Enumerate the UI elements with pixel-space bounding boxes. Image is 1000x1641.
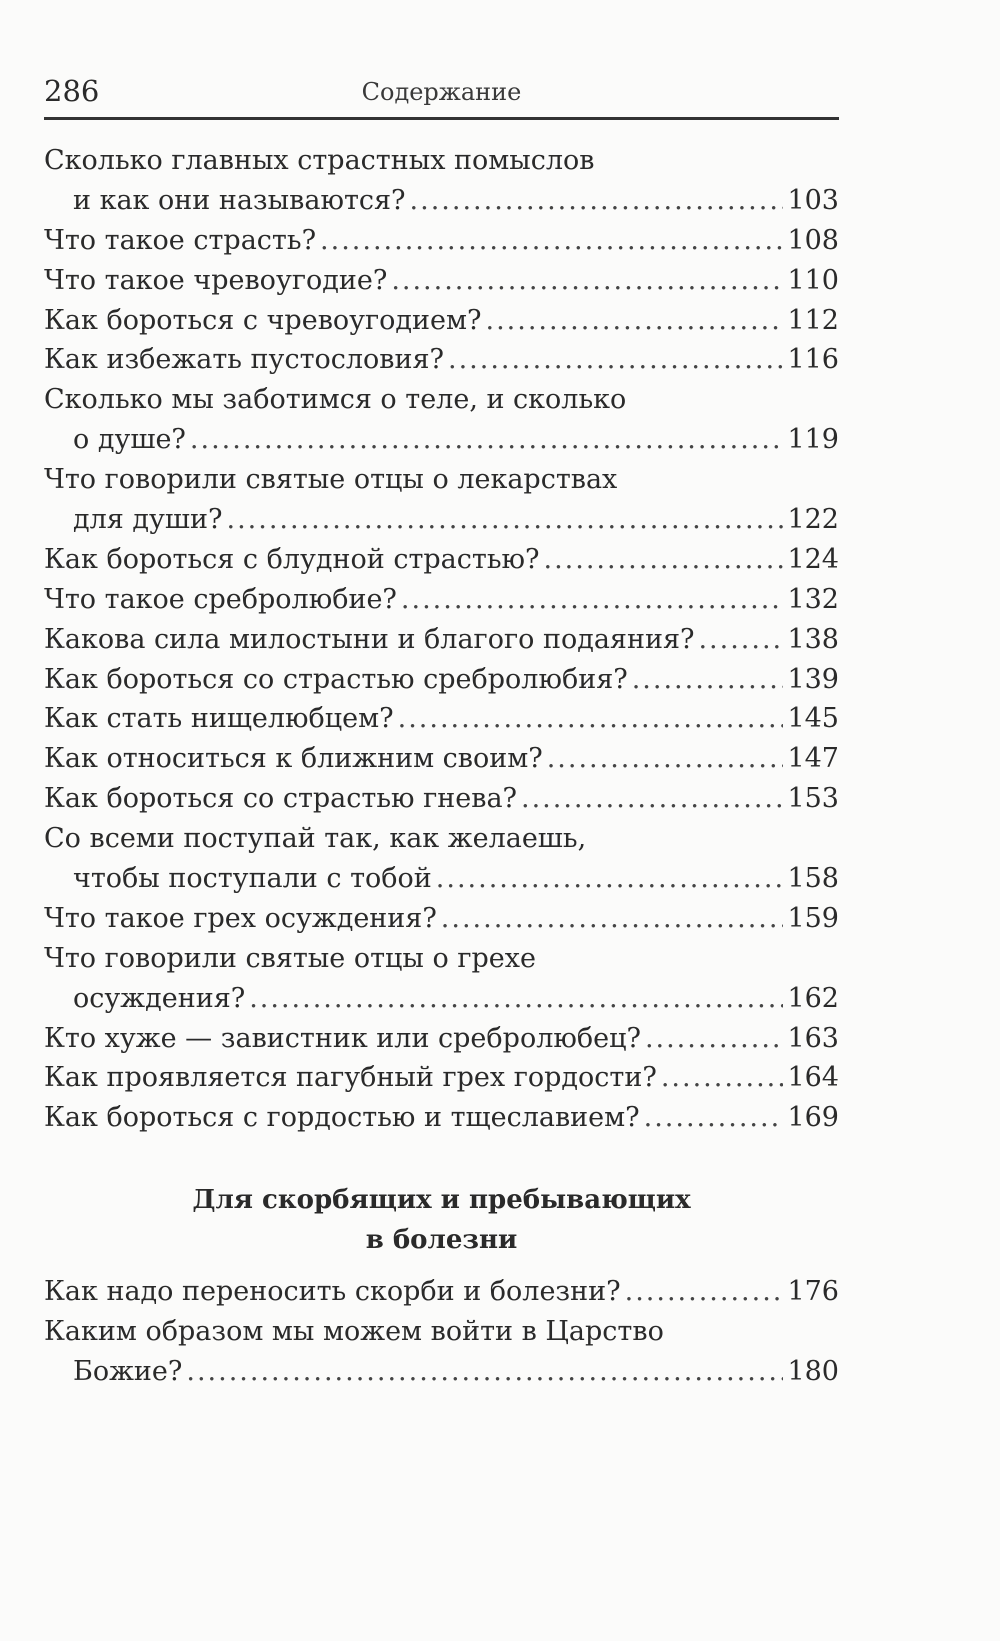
toc-entry-title: Что такое сребролюбие? (44, 583, 397, 615)
toc-entry-title: Как бороться с чревоугодием? (44, 304, 482, 336)
toc-page-number: 108 (787, 224, 839, 256)
toc-entry-line (44, 899, 839, 939)
toc-page-number: 169 (787, 1102, 839, 1134)
toc-entry-line (44, 340, 839, 380)
toc-entry-title: Как проявляется пагубный грех гордости? (44, 1062, 657, 1094)
toc-entry-line (44, 141, 839, 181)
dot-leader (391, 261, 783, 301)
toc-entry-line (44, 420, 839, 460)
toc-entry-title: Что говорили святые отцы о грехе (44, 942, 536, 974)
toc-entry-title: Как относиться к ближним своим? (44, 743, 543, 775)
toc-entry-line (44, 181, 839, 221)
page-number: 286 (44, 74, 100, 108)
toc-page-number: 139 (787, 663, 839, 695)
dot-leader (644, 1098, 784, 1138)
toc-entry-title: Что говорили святые отцы о лекарствах (44, 464, 618, 496)
toc-entry-line (44, 660, 839, 700)
toc-entry-line (44, 460, 839, 500)
toc-entry-title: чтобы поступали с тобой (73, 863, 432, 895)
toc-page-number: 180 (787, 1355, 839, 1387)
toc-entry-title: Как надо переносить скорби и болезни? (44, 1276, 621, 1307)
toc-page-number: 112 (787, 304, 839, 336)
dot-leader (547, 739, 784, 779)
toc-list (44, 1272, 839, 1392)
toc-entry-title: Со всеми поступай так, как желаешь, (44, 823, 587, 855)
toc-page-number: 103 (787, 184, 839, 216)
running-title: Содержание (361, 78, 522, 106)
dot-leader (544, 540, 784, 580)
toc-entry-title: Божие? (73, 1355, 183, 1387)
dot-leader (521, 779, 783, 819)
toc-entry-title: о душе? (73, 424, 186, 456)
toc-entry-line (44, 1098, 839, 1138)
dot-leader (249, 979, 783, 1019)
toc-entry-line (44, 380, 839, 420)
dot-leader (448, 340, 783, 380)
dot-leader (190, 420, 784, 460)
dot-leader (226, 500, 783, 540)
dot-leader (436, 859, 784, 899)
toc-page-number: 119 (787, 424, 839, 456)
toc-page-number: 163 (787, 1022, 839, 1054)
dot-leader (410, 181, 784, 221)
toc-page-number: 124 (787, 543, 839, 575)
toc-entry-line (44, 540, 839, 580)
toc-page-number: 164 (787, 1062, 839, 1094)
toc-entry-line (44, 739, 839, 779)
toc-entry-line (44, 699, 839, 739)
toc-entry-line (44, 1272, 839, 1312)
toc-entry-line (44, 1058, 839, 1098)
toc-entry-title: Что такое грех осуждения? (44, 902, 437, 934)
toc-entry-line (44, 1352, 839, 1392)
dot-leader (625, 1272, 784, 1312)
toc-entry-title: Как бороться со страстью гнева? (44, 783, 518, 815)
dot-leader (661, 1058, 784, 1098)
running-header (44, 74, 839, 120)
toc-entry-line (44, 580, 839, 620)
toc-entry-line (44, 1312, 839, 1352)
toc-entry-line (44, 620, 839, 660)
toc-entry-title: Как бороться с блудной страстью? (44, 543, 540, 575)
toc-entry-line (44, 500, 839, 540)
toc-entry-title: Что такое страсть? (44, 224, 317, 256)
toc-entry-title: Кто хуже — завистник или сребролюбец? (44, 1022, 641, 1054)
toc-entry-line (44, 819, 839, 859)
toc-entry-line (44, 261, 839, 301)
toc-entry-line (44, 979, 839, 1019)
toc-entry-title: Как стать нищелюбцем? (44, 703, 394, 735)
toc-entry-line (44, 779, 839, 819)
toc-page-number: 162 (787, 982, 839, 1014)
toc-page-number: 147 (787, 743, 839, 775)
toc-entry-title: Как избежать пустословия? (44, 344, 444, 376)
toc-entry-line (44, 221, 839, 261)
dot-leader (486, 301, 784, 341)
toc-page-number: 153 (787, 783, 839, 815)
dot-leader (441, 899, 784, 939)
toc-page-number: 138 (787, 623, 839, 655)
toc-entry-line (44, 939, 839, 979)
toc-page-number: 176 (787, 1276, 839, 1307)
toc-entry-title: Сколько главных страстных помыслов (44, 145, 595, 176)
toc-entry-line (44, 859, 839, 899)
section-heading-line: Для скорбящих и пребывающих (192, 1185, 691, 1215)
toc-list (44, 141, 839, 1138)
toc-page-number: 122 (787, 504, 839, 536)
toc-entry-title: Сколько мы заботимся о теле, и сколько (44, 384, 627, 416)
dot-leader (320, 221, 783, 261)
toc-page-number: 159 (787, 902, 839, 934)
toc-entry-title: Каким образом мы можем войти в Царство (44, 1315, 664, 1347)
toc-entry-title: Как бороться со страстью сребролюбия? (44, 663, 628, 695)
dot-leader (645, 1019, 784, 1059)
toc-entry-title: для души? (73, 504, 223, 536)
toc-entry-line (44, 1019, 839, 1059)
toc-page-number: 132 (787, 583, 839, 615)
dot-leader (398, 699, 784, 739)
header-rule (44, 117, 839, 120)
toc-entry-title: Какова сила милостыни и благого подаяния? (44, 623, 695, 655)
toc-page-number: 158 (787, 863, 839, 895)
dot-leader (632, 660, 784, 700)
dot-leader (698, 620, 783, 660)
dot-leader (401, 580, 784, 620)
toc-entry-line (44, 301, 839, 341)
toc-page-number: 110 (787, 264, 839, 296)
toc-entry-title: Как бороться с гордостью и тщеславием? (44, 1102, 640, 1134)
toc-entry-title: осуждения? (73, 982, 246, 1014)
section-heading (44, 1180, 839, 1260)
section-heading-line: в болезни (365, 1225, 518, 1255)
toc-entry-title: и как они называются? (73, 184, 406, 216)
dot-leader (186, 1352, 783, 1392)
toc-entry-title: Что такое чревоугодие? (44, 264, 388, 296)
toc-page-number: 145 (787, 703, 839, 735)
toc-page-number: 116 (787, 344, 839, 376)
